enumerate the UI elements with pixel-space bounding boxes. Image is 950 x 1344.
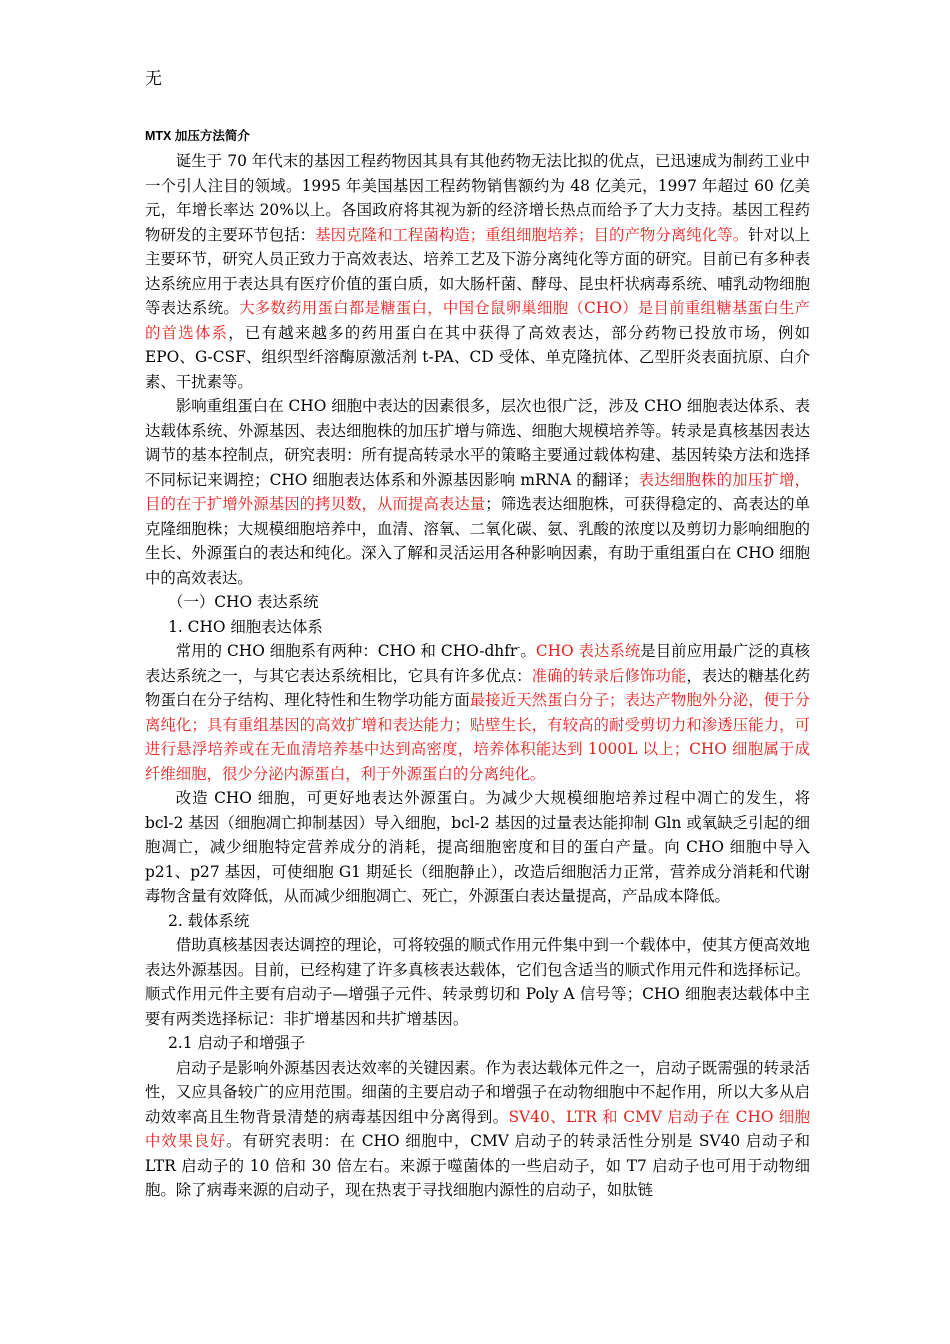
header-char: 无 [145, 69, 162, 89]
body-text: ，已有越来越多的药用蛋白在其中获得了高效表达，部分药物已投放市场，例如 EPO、G-CSF、组织型纤溶酶原激活剂 t-PA、CD 受体、单克隆抗体、乙型肝炎表面抗原、白介素、干扰素等。 [145, 323, 810, 391]
highlighted-text: 最接近天然蛋白分子；表达产物胞外分泌，便于分离纯化；具有重组基因的高效扩增和表达能力；贴壁生长，有较高的耐受剪切力和渗透压能力，可进行悬浮培养或在无血清培养基中达到高密度，培养体积能达到 1000L 以上；CHO 细胞属于成纤维细胞，很少分泌内源蛋白，利于外源蛋白的分离纯化。 [145, 691, 810, 783]
body-text: 。 [520, 642, 536, 660]
subsection-heading-cho-cells: 1. CHO 细胞表达体系 [168, 617, 323, 636]
paragraph-3 [145, 639, 810, 786]
paragraph-5: 借助真核基因表达调控的理论，可将较强的顺式作用元件集中到一个载体中，使其方便高效地表达外源基因。目前，已经构建了许多真核表达载体，它们包含适当的顺式作用元件和选择标记。顺式作用元件主要有启动子—增强子元件、转录剪切和 Poly A 信号等；CHO 细胞表达载体中主要有两类选择标记：非扩增基因和共扩增基因。 [145, 936, 810, 1028]
dhfr-superscript: - [517, 642, 521, 653]
paragraph-2 [145, 394, 810, 590]
subsection-heading-vector: 2. 载体系统 [168, 911, 250, 930]
document-title: MTX 加压方法简介 [145, 129, 250, 143]
body-text: 是目前应用最广泛的真核表达系统之一，与其它表达系统相比，它具有许多优点： [145, 642, 810, 685]
section-heading-cho-system: （一）CHO 表达系统 [168, 593, 319, 611]
highlighted-text: 大多数药用蛋白都是糖蛋白，中国仓鼠卵巢细胞（CHO）是目前重组糖基蛋白生产的首选体系 [145, 299, 810, 342]
body-text: ；筛选表达细胞株，可获得稳定的、高表达的单克隆细胞株；大规模细胞培养中，血清、溶氧、二氧化碳、氨、乳酸的浓度以及剪切力影响细胞的生长、外源蛋白的表达和纯化。深入了解和灵活运用各种影响因素，有助于重组蛋白在 CHO 细胞中的高效表达。 [145, 495, 810, 587]
highlighted-text: 表达细胞株的加压扩增，目的在于扩增外源基因的拷贝数，从而提高表达量 [145, 470, 810, 513]
paragraph-6 [145, 1056, 810, 1203]
body-text: 影响重组蛋白在 CHO 细胞中表达的因素很多，层次也很广泛，涉及 CHO 细胞表达体系、表达载体系统、外源基因、表达细胞株的加压扩增与筛选、细胞大规模培养等。转录是真核基因表达调节的基本控制点，研究表明：所有提高转录水平的策略主要通过载体构建、基因转染方法和选择不同标记来调控；CHO 细胞表达体系和外源基因影响 mRNA 的翻译； [145, 397, 810, 489]
subsection-heading-promoter: 2.1 启动子和增强子 [168, 1034, 306, 1052]
highlighted-text: 准确的转录后修饰功能 [531, 666, 687, 685]
highlighted-text: 基因克隆和工程菌构造；重组细胞培养；目的产物分离纯化等。 [315, 225, 749, 244]
paragraph-3-lead: 常用的 CHO 细胞系有两种：CHO 和 CHO-dhfr [175, 642, 518, 660]
paragraph-1 [145, 149, 810, 394]
paragraph-4: 改造 CHO 细胞，可更好地表达外源蛋白。为减少大规模细胞培养过程中凋亡的发生，将 bcl-2 基因（细胞凋亡抑制基因）导入细胞，bcl-2 基因的过量表达能抑制 Gln 或氧缺乏引起的细胞凋亡，减少细胞特定营养成分的消耗，提高细胞密度和目的蛋白产量。向 CHO 细胞中导入 p21、p27 基因，可使细胞 G1 期延长（细胞静止），改造后细胞活力正常，营养成分消耗和代谢毒物含量有效降低，从而减少细胞凋亡、死亡，外源蛋白表达量提高，产品成本降低。 [145, 789, 810, 905]
body-text: 。有研究表明：在 CHO 细胞中，CMV 启动子的转录活性分别是 SV40 启动子和 LTR 启动子的 10 倍和 30 倍左右。来源于噬菌体的一些启动子，如 T7 启动子也可用于动物细胞。除了病毒来源的启动子，现在热衷于寻找细胞内源性的启动子，如肽链 [145, 1132, 810, 1199]
highlighted-text: SV40、LTR 和 CMV 启动子在 CHO 细胞中效果良好 [145, 1107, 810, 1150]
body-text: 针对以上主要环节，研究人员正致力于高效表达、培养工艺及下游分离纯化等方面的研究。目前已有多种表达系统应用于表达具有医疗价值的蛋白质，如大肠杆菌、酵母、昆虫杆状病毒系统、哺乳动物细胞等表达系统。 [145, 225, 810, 317]
body-text: ，表达的糖基化药物蛋白在分子结构、理化特性和生物学功能方面 [145, 666, 810, 709]
highlighted-text: CHO 表达系统 [535, 642, 641, 660]
document-body [145, 149, 810, 1203]
body-text: 启动子是影响外源基因表达效率的关键因素。作为表达载体元件之一，启动子既需强的转录活性，又应具备较广的应用范围。细菌的主要启动子和增强子在动物细胞中不起作用，所以大多从启动效率高且生物背景清楚的病毒基因组中分离得到。 [145, 1058, 810, 1126]
paragraph-3-rest [145, 642, 810, 783]
body-text: 诞生于 70 年代末的基因工程药物因其具有其他药物无法比拟的优点，已迅速成为制药工业中一个引人注目的领域。1995 年美国基因工程药物销售额约为 48 亿美元，1997 年超过 60 亿美元，年增长率达 20%以上。各国政府将其视为新的经济增长热点而给予了大力支持。基因工程药物研发的主要环节包括： [145, 152, 810, 244]
